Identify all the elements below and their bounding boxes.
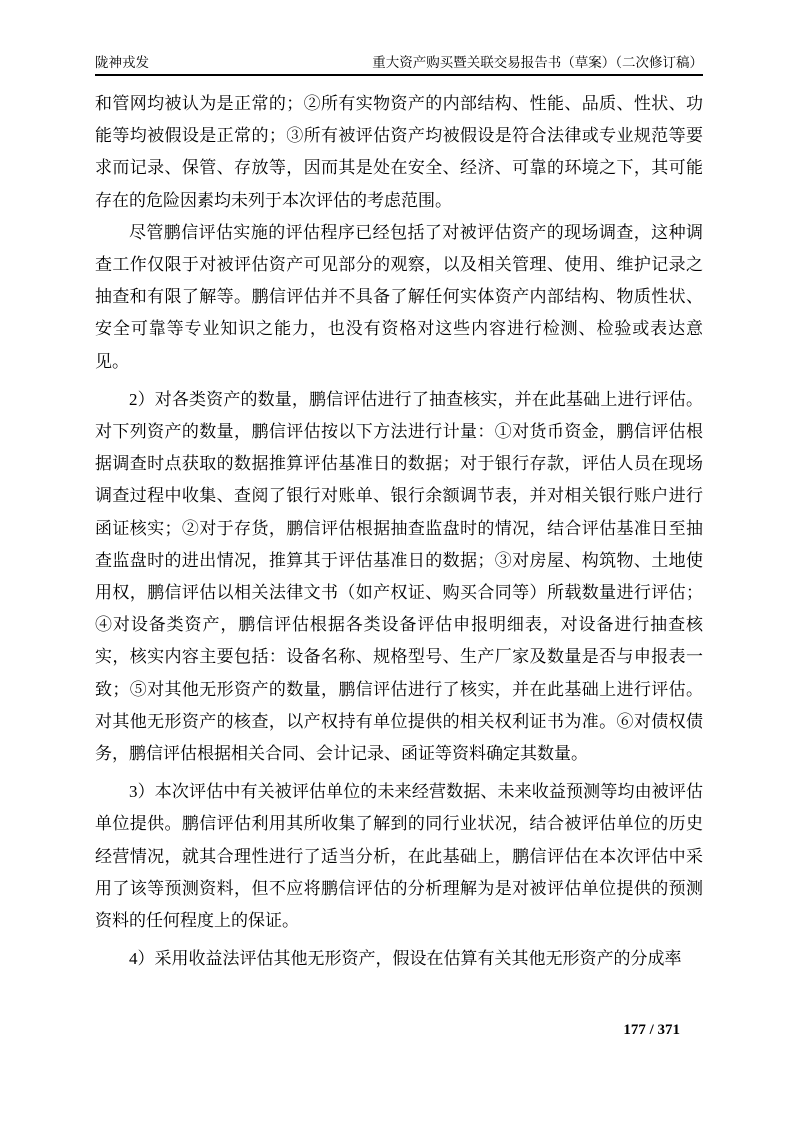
body-paragraph: 3）本次评估中有关被评估单位的未来经营数据、未来收益预测等均由被评估单位提供。鹏信评估利用其所收集了解到的同行业状况，结合被评估单位的历史经营情况，就其合理性进行了适当分析，在此基础上，鹏信评估在本次评估中采用了该等预测资料，但不应将鹏信评估的分析理解为是对被评估单位提供的预测资料的任何程度上的保证。	[95, 782, 703, 931]
header-left-company: 陇神戎发	[95, 55, 149, 70]
header-divider	[95, 74, 703, 76]
page-number: 177 / 371	[623, 1022, 680, 1038]
header-right-title: 重大资产购买暨关联交易报告书（草案）（二次修订稿）	[372, 55, 703, 70]
document-body	[95, 88, 703, 975]
page-footer	[623, 1021, 680, 1039]
body-paragraph: 和管网均被认为是正常的；②所有实物资产的内部结构、性能、品质、性状、功能等均被假设是正常的；③所有被评估资产均被假设是符合法律或专业规范等要求而记录、保管、存放等，因而其是处在安全、经济、可靠的环境之下，其可能存在的危险因素均未列于本次评估的考虑范围。	[95, 94, 703, 210]
body-paragraph: 尽管鹏信评估实施的评估程序已经包括了对被评估资产的现场调查，这种调查工作仅限于对被评估资产可见部分的观察，以及相关管理、使用、维护记录之抽查和有限了解等。鹏信评估并不具备了解任何实体资产内部结构、物质性状、安全可靠等专业知识之能力，也没有资格对这些内容进行检测、检验或表达意见。	[95, 222, 703, 371]
body-paragraph: 2）对各类资产的数量，鹏信评估进行了抽查核实，并在此基础上进行评估。对下列资产的数量，鹏信评估按以下方法进行计量：①对货币资金，鹏信评估根据调查时点获取的数据推算评估基准日的数据；对于银行存款，评估人员在现场调查过程中收集、查阅了银行对账单、银行余额调节表，并对相关银行账户进行函证核实；②对于存货，鹏信评估根据抽查监盘时的情况，结合评估基准日至抽查监盘时的进出情况，推算其于评估基准日的数据；③对房屋、构筑物、土地使用权，鹏信评估以相关法律文书（如产权证、购买合同等）所载数量进行评估；④对设备类资产，鹏信评估根据各类设备评估申报明细表，对设备进行抽查核实，核实内容主要包括：设备名称、规格型号、生产厂家及数量是否与申报表一致；⑤对其他无形资产的数量，鹏信评估进行了核实，并在此基础上进行评估。对其他无形资产的核查，以产权持有单位提供的相关权利证书为准。⑥对债权债务，鹏信评估根据相关合同、会计记录、函证等资料确定其数量。	[95, 389, 703, 764]
page-header	[95, 55, 703, 71]
body-paragraph: 4）采用收益法评估其他无形资产，假设在估算有关其他无形资产的分成率	[129, 949, 682, 969]
